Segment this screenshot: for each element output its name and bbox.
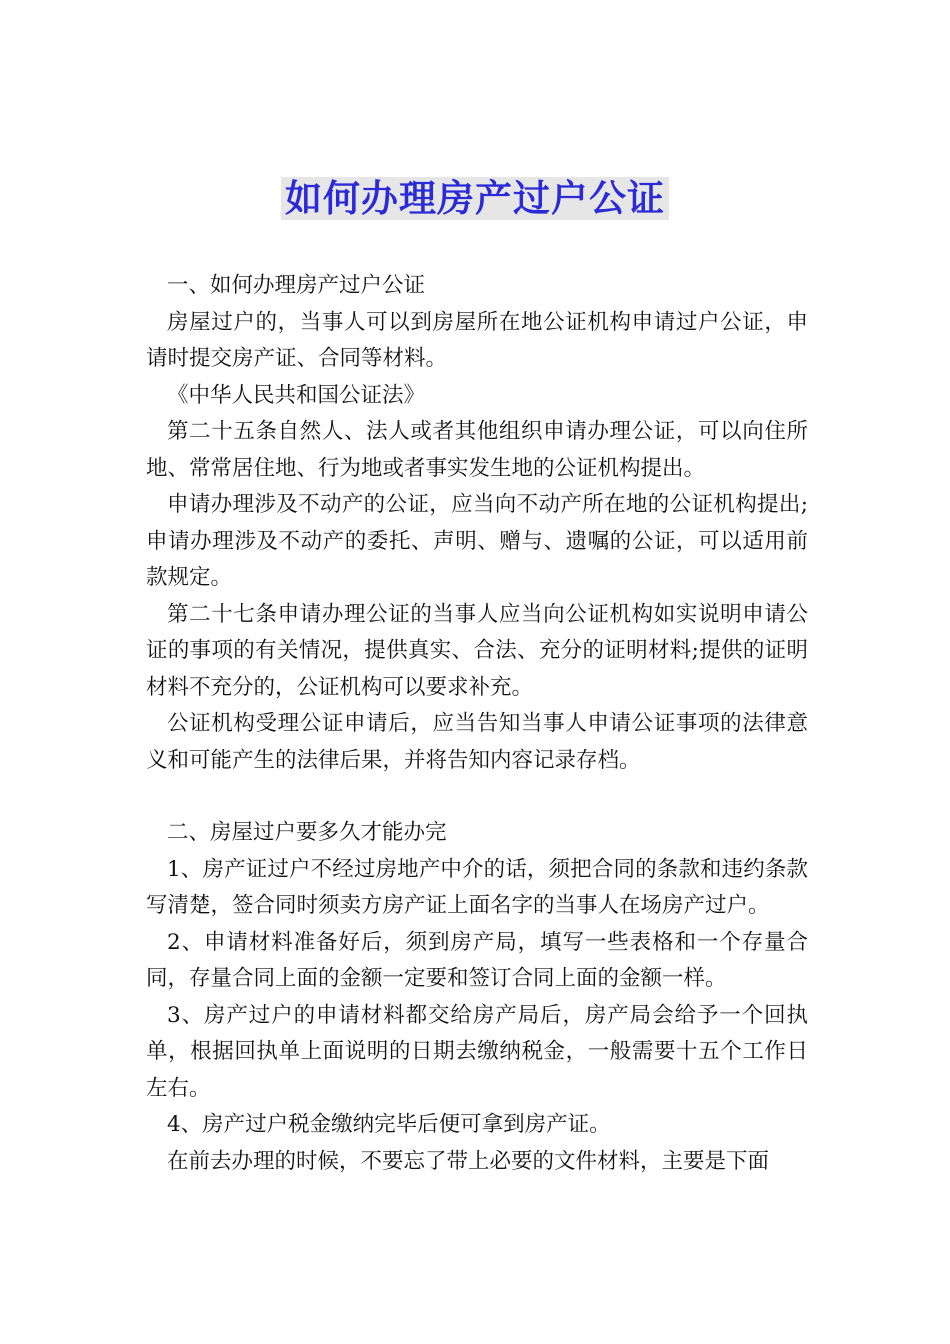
list-item: 2、申请材料准备好后，须到房产局，填写一些表格和一个存量合同，存量合同上面的金额一定要和签订合同上面的金额一样。 bbox=[146, 929, 808, 991]
paragraph: 公证机构受理公证申请后，应当告知当事人申请公证事项的法律意义和可能产生的法律后果，并将告知内容记录存档。 bbox=[146, 711, 808, 773]
paragraph: 第二十五条自然人、法人或者其他组织申请办理公证，可以向住所地、常常居住地、行为地或者事实发生地的公证机构提出。 bbox=[146, 419, 808, 481]
list-item: 4、房产过户税金缴纳完毕后便可拿到房产证。 bbox=[167, 1112, 611, 1137]
list-item: 3、房产过户的申请材料都交给房产局后，房产局会给予一个回执单，根据回执单上面说明的日期去缴纳税金，一般需要十五个工作日左右。 bbox=[146, 1002, 808, 1101]
law-citation: 《中华人民共和国公证法》 bbox=[167, 382, 426, 408]
document-title bbox=[0, 175, 950, 223]
document-body bbox=[146, 268, 808, 1180]
paragraph: 申请办理涉及不动产的公证，应当向不动产所在地的公证机构提出;申请办理涉及不动产的委托、声明、赠与、遗嘱的公证，可以适用前款规定。 bbox=[146, 492, 808, 590]
document-title-text: 如何办理房产过户公证 bbox=[281, 177, 669, 220]
section-heading-1: 一、如何办理房产过户公证 bbox=[167, 273, 426, 298]
list-item: 1、房产证过户不经过房地产中介的话，须把合同的条款和违约条款写清楚，签合同时须卖方房产证上面名字的当事人在场房产过户。 bbox=[146, 856, 808, 918]
section-heading-2: 二、房屋过户要多久才能办完 bbox=[167, 820, 447, 845]
paragraph: 第二十七条申请办理公证的当事人应当向公证机构如实说明申请公证的事项的有关情况，提供真实、合法、充分的证明材料;提供的证明材料不充分的，公证机构可以要求补充。 bbox=[146, 601, 808, 700]
paragraph: 在前去办理的时候，不要忘了带上必要的文件材料，主要是下面 bbox=[167, 1148, 770, 1174]
paragraph: 房屋过户的，当事人可以到房屋所在地公证机构申请过户公证，申请时提交房产证、合同等材料。 bbox=[146, 309, 808, 371]
